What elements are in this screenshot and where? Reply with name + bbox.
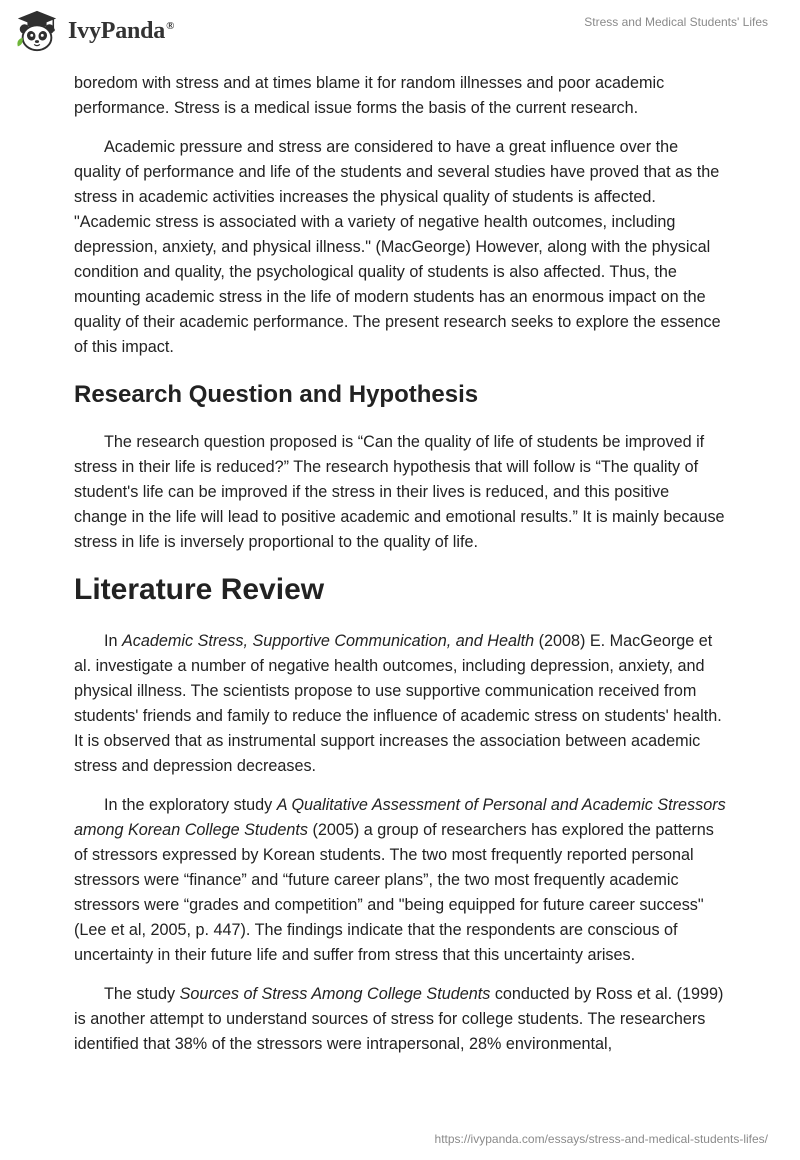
source-url-link[interactable]: https://ivypanda.com/essays/stress-and-medical-students-lifes/ — [434, 1132, 768, 1146]
lit3-lead: The study — [104, 985, 180, 1003]
essay-content — [74, 71, 726, 1071]
paragraph-lit-ross — [74, 982, 726, 1057]
paragraph-lit-macgeorge — [74, 629, 726, 779]
paragraph-lit-korean-students — [74, 793, 726, 968]
lit2-lead: In the exploratory study — [104, 796, 277, 814]
heading-literature-review: Literature Review — [74, 573, 325, 606]
lit3-work-title: Sources of Stress Among College Students — [179, 985, 491, 1003]
brand-name — [68, 18, 174, 45]
trademark-symbol: ® — [166, 19, 175, 32]
page-header — [0, 0, 800, 64]
lit1-lead: In — [104, 632, 122, 650]
paragraph-research-question: The research question proposed is “Can the quality of life of students be improved if stress in their life is reduced?” The research hypothesis that will follow is “The quality of student's life can be improved if the stress in their lives is reduced, and this positive change in the life will lead to positive academic and emotional results.” It is mainly because stress in life is inversely proportional to the quality of life. — [74, 433, 725, 551]
lit2-body: (2005) a group of researchers has explored the patterns of stressors expressed by Korean students. The two most frequently reported personal stressors were “finance” and “future career plans”, the two most frequently academic stressors were “grades and competition” and "being equipped for future career success" (Lee et al, 2005, p. 447). The findings indicate that the respondents are conscious of uncertainty in their future life and suffer from stress that this uncertainty arises. — [74, 821, 714, 964]
paragraph-academic-pressure: Academic pressure and stress are considered to have a great influence over the quality of performance and life of the students and several studies have proved that as the stress in academic activities increases the physical quality of students is affected. "Academic stress is associated with a variety of negative health outcomes, including depression, anxiety, and physical illness." (MacGeorge) However, along with the physical condition and quality, the psychological quality of students is also affected. Thus, the mounting academic stress in the life of modern students has an enormous impact on the quality of their academic performance. The present research seeks to explore the essence of this impact. — [74, 138, 721, 356]
lit2-work-title: A Qualitative Assessment of Personal and Academic Stressors among Korean College Students — [74, 796, 726, 839]
lit1-work-title: Academic Stress, Supportive Communication, and Health — [122, 632, 535, 650]
lit3-body: conducted by Ross et al. (1999) is another attempt to understand sources of stress for college students. The researchers identified that 38% of the stressors were intrapersonal, 28% environmental, — [74, 985, 724, 1053]
paragraph-intro-continuation: boredom with stress and at times blame it for random illnesses and poor academic performance. Stress is a medical issue forms the basis of the current research. — [74, 74, 665, 117]
panda-logo-icon — [14, 8, 60, 54]
brand-logo[interactable] — [14, 8, 174, 54]
brand-name-text: IvyPanda — [68, 17, 166, 44]
heading-research-question: Research Question and Hypothesis — [74, 381, 479, 408]
lit1-body: (2008) E. MacGeorge et al. investigate a number of negative health outcomes, including depression, anxiety, and physical illness. The scientists propose to use supportive communication received from students' friends and family to reduce the influence of academic stress on students' health. It is observed that as instrumental support increases the association between academic stress and depression decreases. — [74, 632, 722, 775]
document-title: Stress and Medical Students' Lifes — [584, 15, 768, 29]
